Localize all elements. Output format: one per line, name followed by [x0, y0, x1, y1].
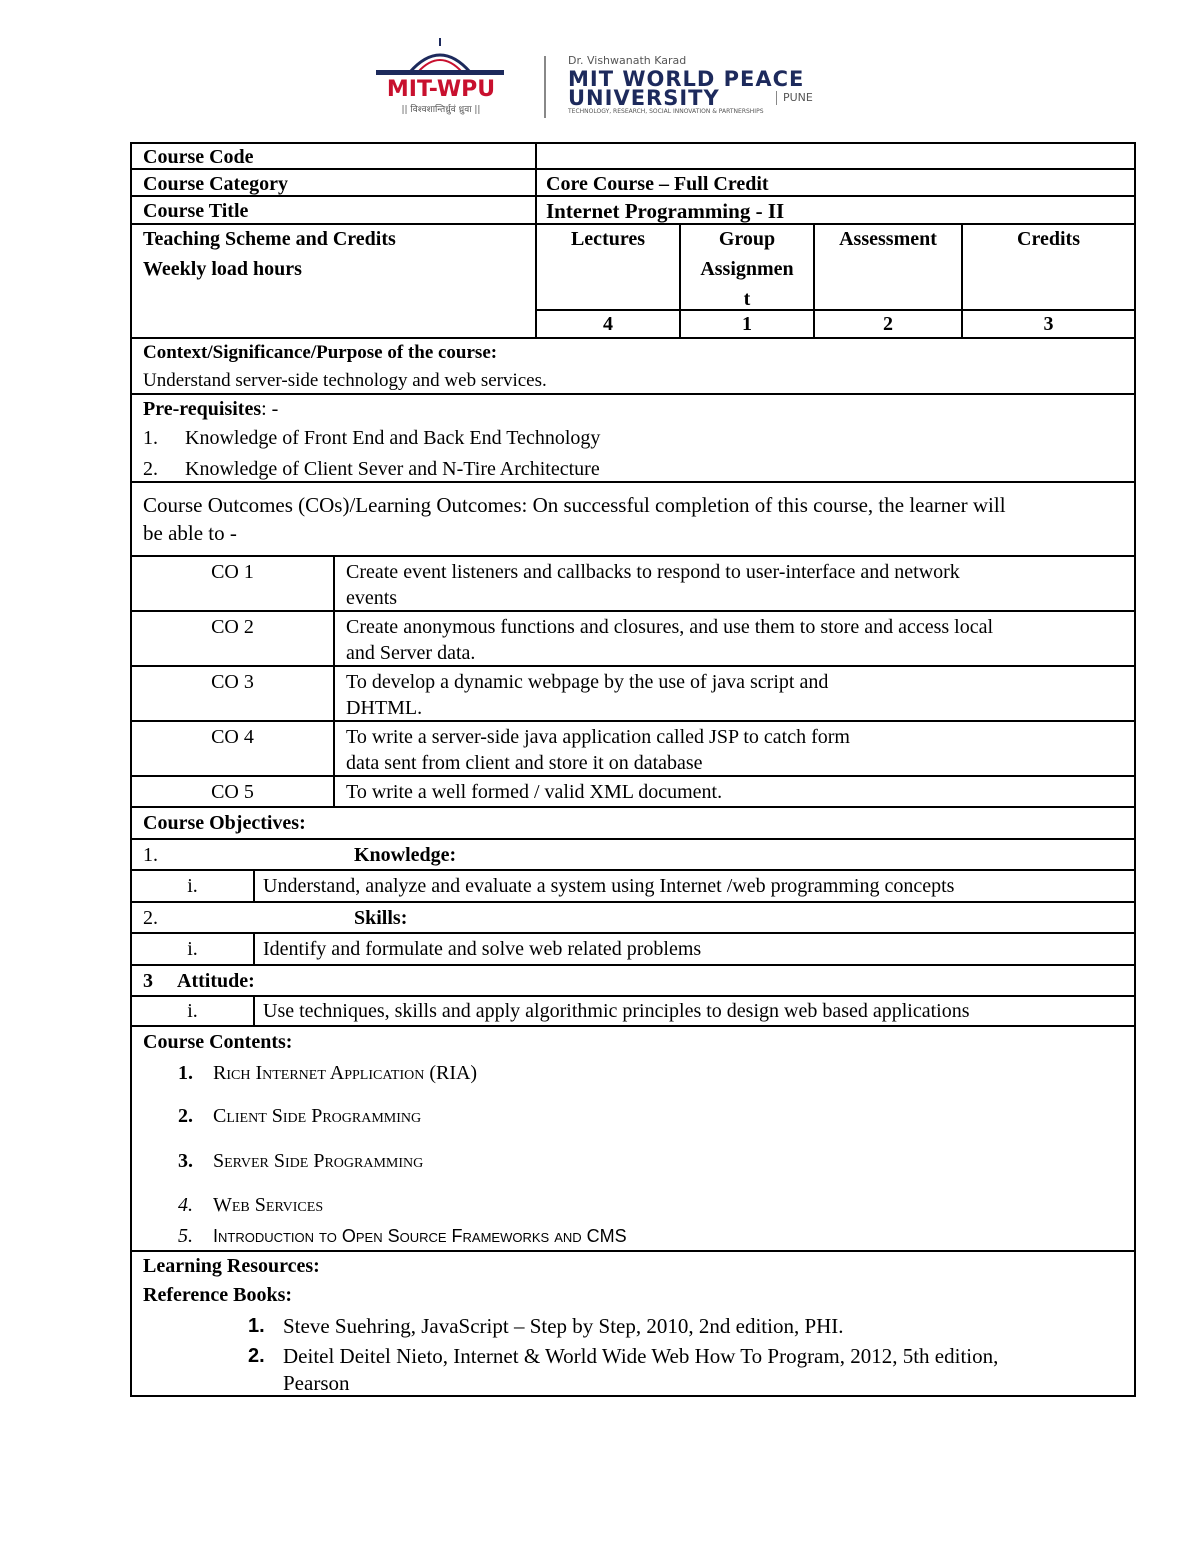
co-3-line2: DHTML.	[346, 697, 423, 719]
book-2-num: 2.	[248, 1345, 265, 1367]
co-4-line2: data sent from client and store it on database	[346, 752, 703, 774]
knowledge-text: Understand, analyze and evaluate a system using Internet /web programming concepts	[263, 875, 955, 897]
scheme-header-assessment: Assessment	[839, 228, 937, 250]
knowledge-num: 1.	[143, 844, 158, 866]
content-5-num: 5.	[178, 1225, 193, 1247]
prereq-item-2-text: Knowledge of Client Sever and N-Tire Architecture	[185, 458, 600, 480]
co-5-id: CO 5	[211, 781, 254, 803]
co-4-id: CO 4	[211, 726, 254, 748]
co-5-line1: To write a well formed / valid XML document.	[346, 781, 723, 803]
scheme-value-group: 1	[742, 313, 752, 335]
book-2-line1: Deitel Deitel Nieto, Internet & World Wide Web How To Program, 2012, 5th edition,	[283, 1344, 999, 1368]
co-1-id: CO 1	[211, 561, 254, 583]
knowledge-label: Knowledge:	[354, 844, 457, 866]
logo-tagline: TECHNOLOGY, RESEARCH, SOCIAL INNOVATION & PARTNERSHIPS	[568, 108, 764, 115]
prereq-label: Pre-requisites	[143, 398, 262, 420]
co-1-line2: events	[346, 587, 398, 609]
attitude-num: 3	[143, 970, 153, 992]
scheme-header-lectures: Lectures	[570, 228, 646, 250]
teaching-scheme-label: Teaching Scheme and Credits	[143, 228, 396, 250]
co-1-line1: Create event listeners and callbacks to respond to user-interface and network	[346, 561, 960, 583]
prereq-heading	[143, 396, 278, 422]
logo-line1: MIT WORLD PEACE	[568, 67, 805, 91]
content-1-text: Rich Internet Application (RIA)	[213, 1062, 478, 1084]
scheme-value-lectures: 4	[603, 313, 613, 335]
scheme-header-group-3: t	[743, 288, 751, 310]
logo-line2: UNIVERSITY	[568, 86, 720, 110]
objectives-label: Course Objectives:	[143, 812, 306, 834]
content-2-num: 2.	[178, 1105, 193, 1127]
context-label: Context/Significance/Purpose of the course:	[143, 342, 498, 363]
skills-i: i.	[187, 938, 198, 960]
co-2-line1: Create anonymous functions and closures, and use them to store and access local	[346, 616, 994, 638]
resources-label: Learning Resources:	[143, 1255, 320, 1277]
course-code-label: Course Code	[143, 146, 254, 168]
content-4-text: Web Services	[213, 1194, 324, 1216]
co-3-line1: To develop a dynamic webpage by the use of java script and	[346, 671, 829, 693]
scheme-header-group-2: Assignmen	[700, 258, 794, 280]
prereq-item-2-num: 2.	[143, 458, 158, 480]
course-category-label: Course Category	[143, 173, 288, 195]
course-category-value: Core Course – Full Credit	[546, 173, 769, 195]
books-label: Reference Books:	[143, 1284, 293, 1306]
book-1-line1: Steve Suehring, JavaScript – Step by Step, 2010, 2nd edition, PHI.	[283, 1314, 844, 1338]
prereq-suffix: : -	[261, 398, 279, 420]
attitude-i: i.	[187, 1000, 198, 1022]
content-3-text: Server Side Programming	[213, 1150, 424, 1172]
logo-left-text: MIT-WPU	[386, 77, 496, 102]
prereq-item-1-text: Knowledge of Front End and Back End Technology	[185, 427, 601, 449]
scheme-header-group-1: Group	[718, 228, 776, 250]
logo-left-motto: || विश्वशान्तिर्ध्रुवं ध्रुवा ||	[401, 105, 481, 115]
weekly-load-label: Weekly load hours	[143, 258, 302, 280]
book-2-line2: Pearson	[283, 1371, 350, 1395]
skills-label: Skills:	[354, 907, 408, 929]
co-3-id: CO 3	[211, 671, 254, 693]
skills-text: Identify and formulate and solve web related problems	[263, 938, 702, 960]
logo-divider	[544, 56, 546, 118]
co-2-line2: and Server data.	[346, 642, 476, 664]
book-1-num: 1.	[248, 1315, 265, 1337]
content-3-num: 3.	[178, 1150, 193, 1172]
content-1-num: 1.	[178, 1062, 193, 1084]
content-5-text: Introduction to Open Source Frameworks and CMS	[213, 1226, 627, 1246]
content-4-num: 4.	[178, 1194, 193, 1216]
knowledge-i: i.	[187, 875, 198, 897]
outcomes-intro-line1: Course Outcomes (COs)/Learning Outcomes: On successful completion of this course, the learner will	[143, 493, 1006, 517]
attitude-text: Use techniques, skills and apply algorithmic principles to design web based applications	[263, 1000, 970, 1022]
co-4-line1: To write a server-side java application called JSP to catch form	[346, 726, 850, 748]
content-2-text: Client Side Programming	[213, 1105, 422, 1127]
course-title-label: Course Title	[143, 200, 249, 222]
attitude-label: Attitude:	[177, 970, 255, 992]
dome-emblem-icon	[370, 36, 510, 76]
contents-label: Course Contents:	[143, 1031, 293, 1053]
prereq-item-1-num: 1.	[143, 427, 158, 449]
skills-num: 2.	[143, 907, 158, 929]
university-logo	[370, 36, 880, 120]
context-text: Understand server-side technology and web services.	[143, 370, 547, 391]
scheme-value-credits: 3	[1043, 313, 1054, 335]
logo-pune: PUNE	[776, 91, 813, 105]
outcomes-intro-line2: be able to -	[143, 521, 237, 545]
course-title-value: Internet Programming - II	[546, 199, 785, 223]
scheme-header-credits: Credits	[1017, 228, 1080, 250]
co-2-id: CO 2	[211, 616, 254, 638]
logo-small-name: Dr. Vishwanath Karad	[568, 54, 687, 67]
scheme-value-assessment: 2	[883, 313, 893, 335]
